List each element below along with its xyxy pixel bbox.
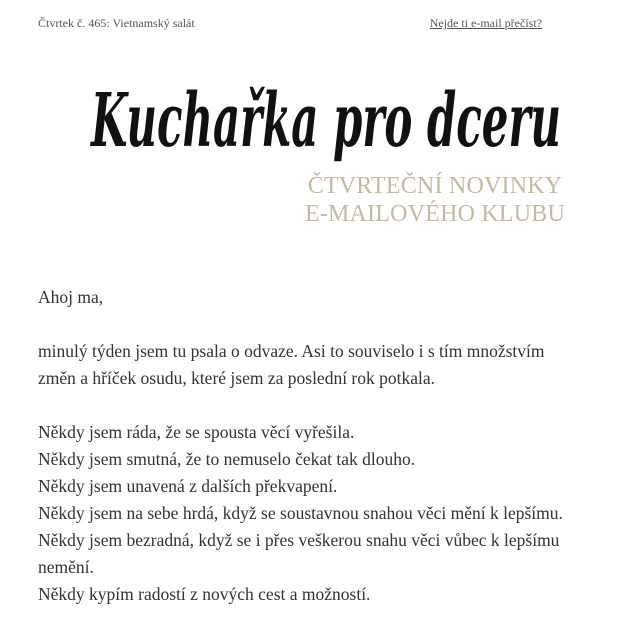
paragraph-line: Někdy jsem ráda, že se spousta věcí vyřešila. [38,422,355,442]
paragraph-line: Někdy jsem bezradná, když se i přes veškerou snahu věci vůbec k lepšímu [38,530,560,550]
paragraph-line: Někdy jsem unavená z dalších překvapení. [38,476,338,496]
logo-title: Kuchařka pro dceru [89,78,562,164]
issue-title: Čtvrtek č. 465: Vietnamský salát [38,16,195,30]
newsletter-logo [76,62,576,182]
preheader [38,16,542,36]
intro-line: změn a hříček osudu, které jsem za poslední rok potkala. [38,368,436,388]
subtitle-line-2: E-MAILOVÉHO KLUBU [304,201,566,227]
paragraph-line: nemění. [38,557,94,577]
intro-paragraph [38,338,598,392]
subtitle-line-1: ČTVRTEČNÍ NOVINKY [307,173,563,199]
intro-line: minulý týden jsem tu psala o odvaze. Asi to souviselo i s tím množstvím [38,341,545,361]
logo-subtitle [260,172,610,228]
email-body [38,284,598,635]
paragraph-line: Někdy jsem na sebe hrdá, když se soustavnou snahou věci mění k lepšímu. [38,503,563,523]
paragraph-line: Někdy jsem smutná, že to nemuselo čekat tak dlouho. [38,449,416,469]
greeting: Ahoj ma, [38,287,104,307]
view-in-browser-link[interactable]: Nejde ti e-mail přečíst? [429,16,542,30]
logo-graphic [76,62,576,182]
feelings-paragraph [38,419,598,608]
paragraph-line: Někdy kypím radostí z nových cest a možností. [38,584,371,604]
